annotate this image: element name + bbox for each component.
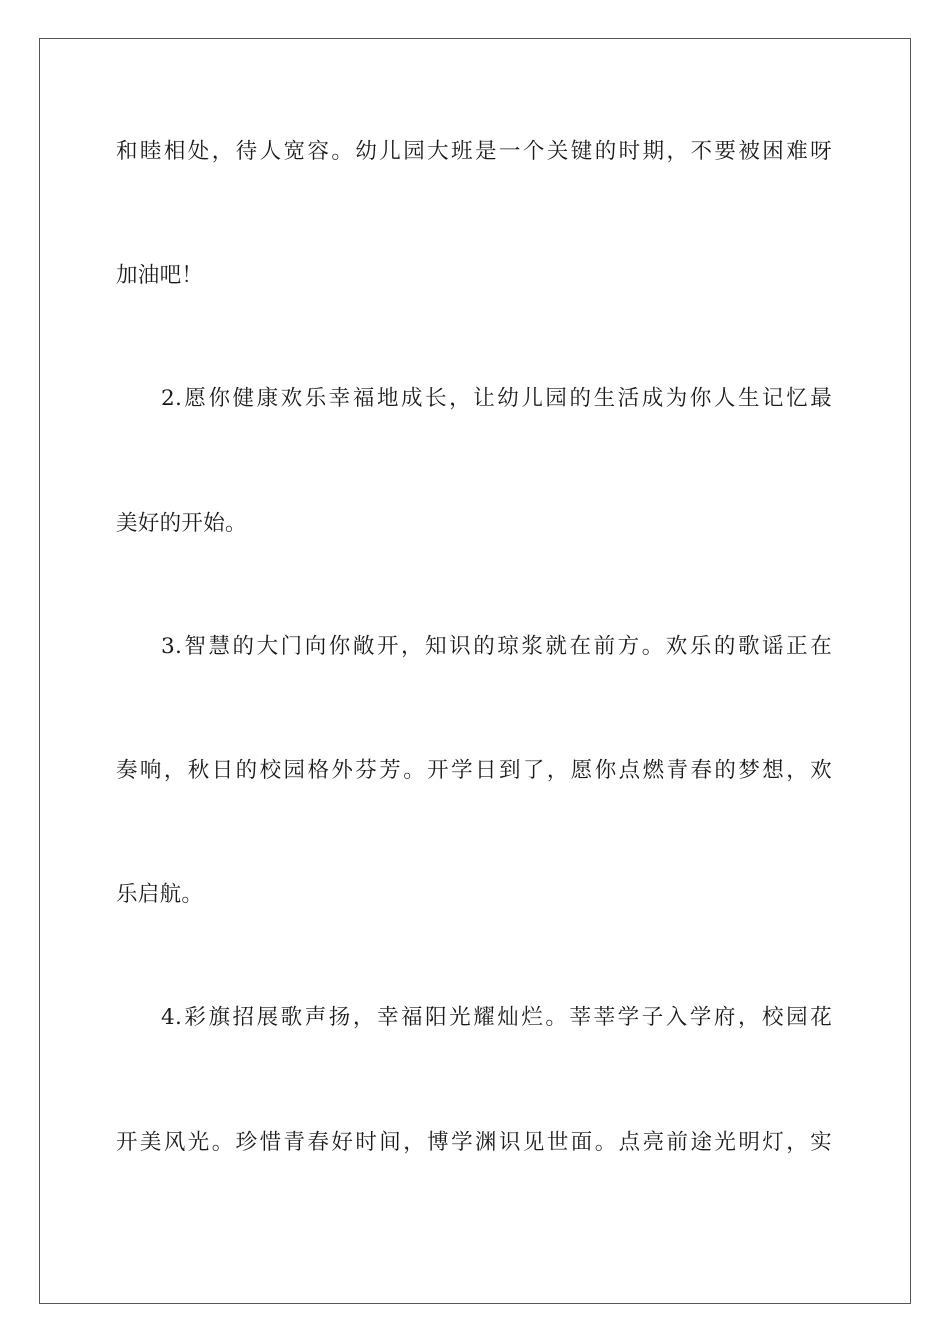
paragraph-3-line-1: 3.智慧的大门向你敞开，知识的琼浆就在前方。欢乐的歌谣正在 — [161, 634, 832, 659]
page-border — [39, 38, 911, 1304]
text-line-2: 加油吧！ — [116, 263, 204, 288]
paragraph-4-line-2: 开美风光。珍惜青春好时间，博学渊识见世面。点亮前途光明灯，实 — [116, 1130, 832, 1155]
paragraph-3-line-2: 奏响，秋日的校园格外芬芳。开学日到了，愿你点燃青春的梦想，欢 — [116, 758, 832, 783]
paragraph-3-line-3: 乐启航。 — [116, 882, 204, 907]
paragraph-2-line-2: 美好的开始。 — [116, 511, 247, 536]
paragraph-4-line-1: 4.彩旗招展歌声扬，幸福阳光耀灿烂。莘莘学子入学府，校园花 — [161, 1005, 832, 1030]
text-line-1: 和睦相处，待人宽容。幼儿园大班是一个关键的时期，不要被困难呀 — [116, 139, 832, 164]
paragraph-2-line-1: 2.愿你健康欢乐幸福地成长，让幼儿园的生活成为你人生记忆最 — [161, 386, 832, 411]
